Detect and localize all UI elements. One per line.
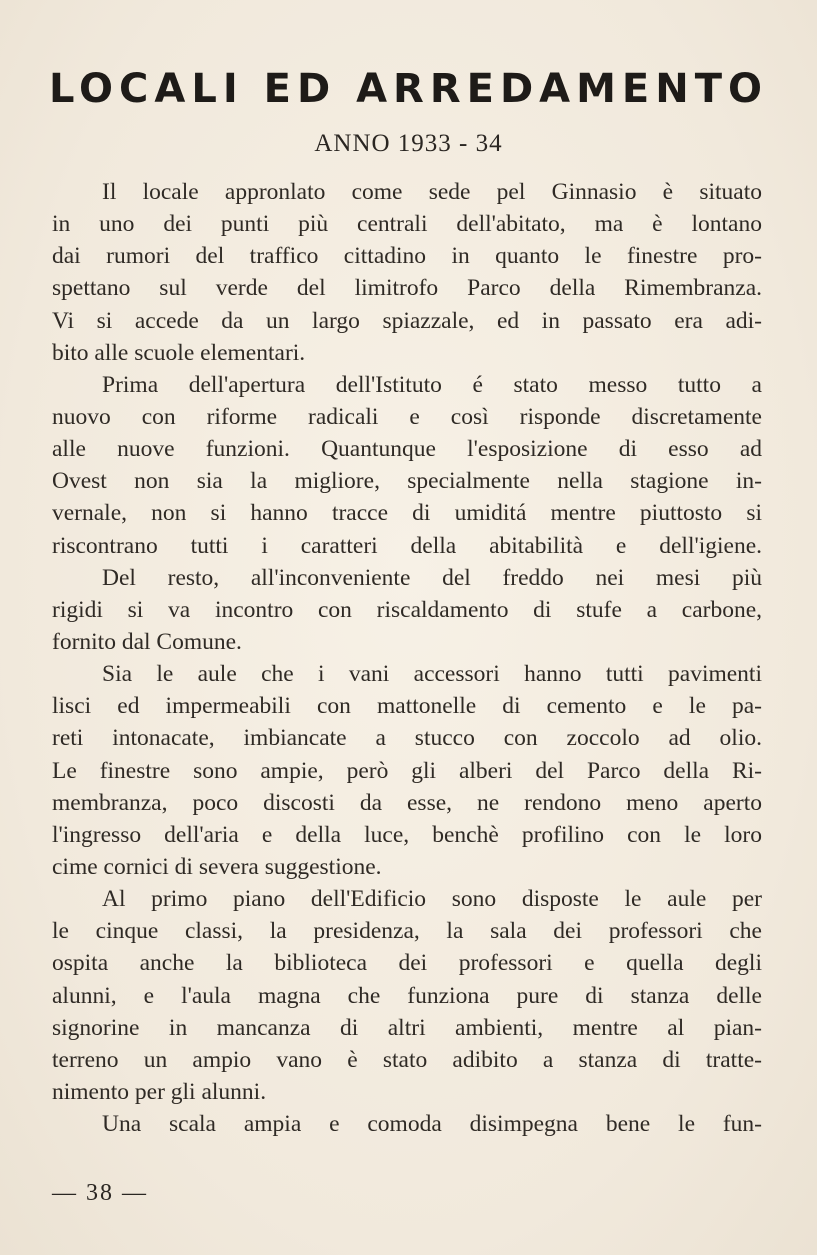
text-line: Sia le aule che i vani accessori hanno tutti pavimenti — [102, 661, 762, 688]
page-number: — 38 — — [52, 1180, 148, 1206]
text-line: Ovest non sia la migliore, specialmente nella stagione in- — [52, 468, 762, 495]
text-line: dai rumori del traffico cittadino in quanto le finestre pro- — [52, 243, 762, 270]
text-line: le cinque classi, la presidenza, la sala dei professori che — [52, 918, 762, 945]
text-line: spettano sul verde del limitrofo Parco della Rimembranza. — [52, 275, 762, 302]
text-line: terreno un ampio vano è stato adibito a stanza di tratte- — [52, 1046, 762, 1073]
text-line: l'ingresso dell'aria e della luce, benchè profilino con le loro — [52, 821, 762, 848]
text-line: membranza, poco discosti da esse, ne rendono meno aperto — [52, 789, 762, 816]
page-subtitle: ANNO 1933 - 34 — [314, 130, 503, 157]
text-line: bito alle scuole elementari. — [52, 339, 306, 366]
body-text — [52, 176, 762, 1140]
text-line: Del resto, all'inconveniente del freddo nei mesi più — [102, 564, 762, 591]
text-line: Una scala ampia e comoda disimpegna bene le fun- — [102, 1111, 762, 1138]
text-line: rigidi si va incontro con riscaldamento di stufe a carbone, — [52, 596, 762, 623]
text-line: cime cornici di severa suggestione. — [52, 853, 382, 880]
text-line: riscontrano tutti i caratteri della abitabilità e dell'igiene. — [52, 532, 762, 559]
text-line: alunni, e l'aula magna che funziona pure di stanza delle — [52, 982, 762, 1009]
text-line: vernale, non si hanno tracce di umiditá mentre piuttosto si — [52, 500, 762, 527]
text-line: nuovo con riforme radicali e così risponde discretamente — [52, 403, 762, 430]
text-line: fornito dal Comune. — [52, 628, 242, 655]
text-line: in uno dei punti più centrali dell'abitato, ma è lontano — [52, 211, 762, 238]
text-line: nimento per gli alunni. — [52, 1078, 267, 1105]
text-line: Al primo piano dell'Edificio sono disposte le aule per — [102, 886, 762, 913]
text-line: reti intonacate, imbiancate a stucco con zoccolo ad olio. — [52, 725, 762, 752]
page-title: LOCALI ED ARREDAMENTO — [48, 66, 769, 112]
text-line: alle nuove funzioni. Quantunque l'esposizione di esso ad — [52, 436, 762, 463]
text-line: ospita anche la biblioteca dei professori e quella degli — [52, 950, 762, 977]
text-line: Vi si accede da un largo spiazzale, ed in passato era adi- — [52, 307, 762, 334]
text-line: Il locale appronlato come sede pel Ginnasio è situato — [102, 179, 762, 205]
text-line: signorine in mancanza di altri ambienti, mentre al pian- — [52, 1014, 762, 1041]
text-line: lisci ed impermeabili con mattonelle di cemento e le pa- — [52, 693, 762, 720]
text-line: Prima dell'apertura dell'Istituto é stato messo tutto a — [102, 371, 762, 398]
text-line: Le finestre sono ampie, però gli alberi del Parco della Ri- — [52, 757, 762, 784]
